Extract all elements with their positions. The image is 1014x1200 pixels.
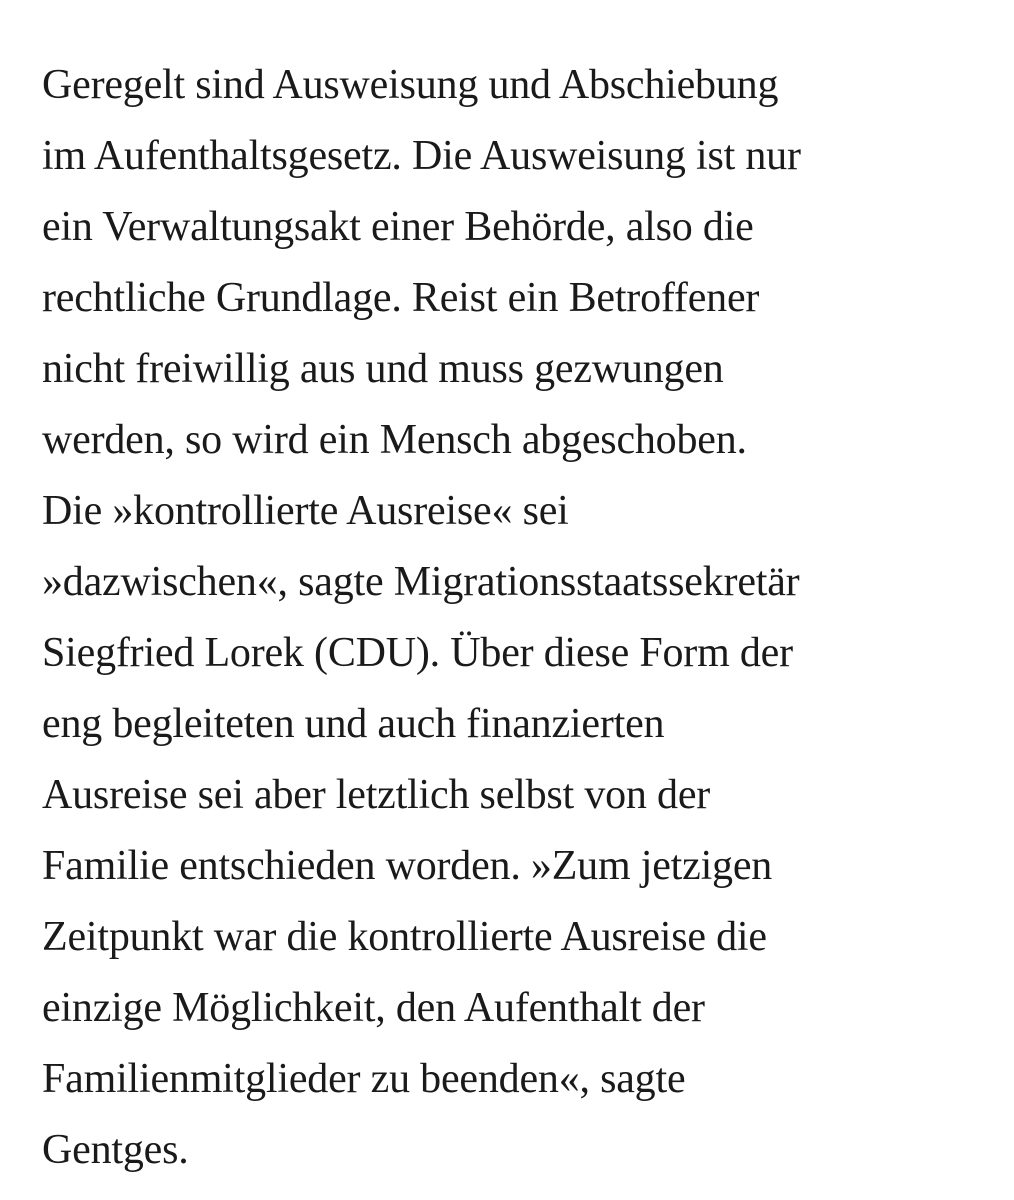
paragraph-line: Siegfried Lorek (CDU). Über diese Form der: [42, 630, 793, 676]
paragraph-line: Familie entschieden worden. »Zum jetzigen: [42, 843, 773, 889]
paragraph-line: Geregelt sind Ausweisung und Abschiebung: [42, 62, 779, 108]
paragraph-line: Familienmitglieder zu beenden«, sagte: [42, 1056, 686, 1102]
paragraph-line: »dazwischen«, sagte Migrationsstaatssekretär: [42, 559, 800, 605]
paragraph-line: Gentges.: [42, 1127, 189, 1173]
paragraph-line: einzige Möglichkeit, den Aufenthalt der: [42, 985, 705, 1031]
paragraph-line: Zeitpunkt war die kontrollierte Ausreise die: [42, 914, 767, 960]
paragraph-line: im Aufenthaltsgesetz. Die Ausweisung ist nur: [42, 133, 801, 179]
paragraph-line: nicht freiwillig aus und muss gezwungen: [42, 346, 724, 392]
paragraph-line: rechtliche Grundlage. Reist ein Betroffener: [42, 275, 760, 321]
paragraph-line: eng begleiteten und auch finanzierten: [42, 701, 665, 747]
paragraph-line: werden, so wird ein Mensch abgeschoben.: [42, 417, 747, 463]
paragraph-line: Die »kontrollierte Ausreise« sei: [42, 488, 569, 534]
article-paragraph: [42, 50, 1002, 1186]
paragraph-line: Ausreise sei aber letztlich selbst von der: [42, 772, 711, 818]
paragraph-line: ein Verwaltungsakt einer Behörde, also die: [42, 204, 754, 250]
